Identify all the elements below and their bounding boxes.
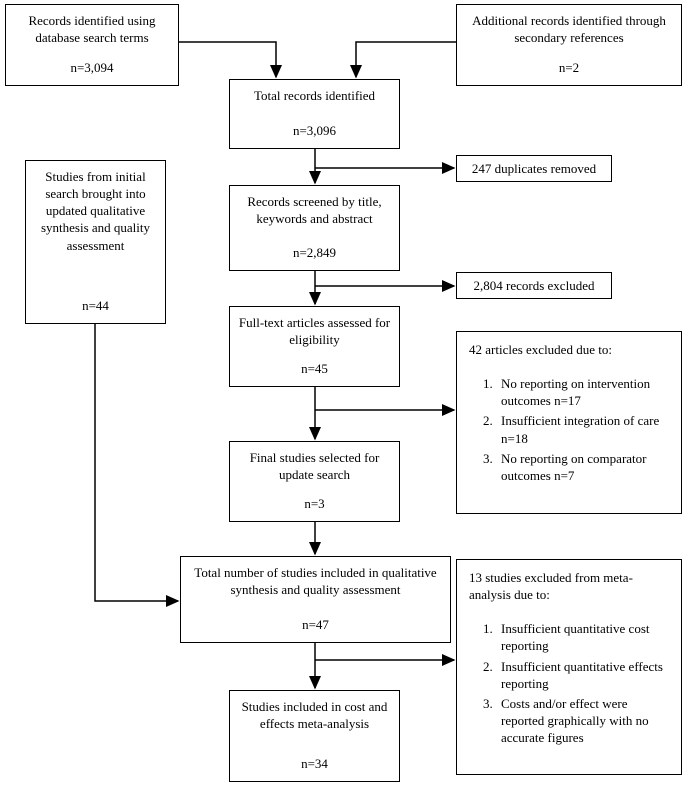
exclusion-reason: 1. Insufficient quantitative cost reporting: [496, 620, 671, 654]
box-heading: 13 studies excluded from meta-analysis due to:: [469, 570, 633, 603]
box-label: 2,804 records excluded: [473, 277, 595, 293]
box-label: Total records identified: [253, 88, 376, 103]
box-label: 247 duplicates removed: [471, 160, 597, 176]
box-label: Studies included in cost and effects meta-analysis: [241, 699, 388, 732]
box-label: Final studies selected for update search: [249, 450, 380, 483]
box-total-included: [180, 556, 451, 643]
box-heading: 42 articles excluded due to:: [469, 342, 612, 357]
box-articles-excluded: [456, 331, 682, 514]
box-count: n=2,849: [292, 244, 337, 260]
box-total-records: [229, 79, 400, 149]
box-count: n=34: [301, 755, 328, 771]
arrow-secondary-to-total: [356, 42, 456, 77]
box-label: Records screened by title, keywords and abstract: [247, 194, 382, 227]
exclusion-reason: 2. Insufficient quantitative effects reporting: [496, 658, 671, 692]
box-count: n=2: [558, 59, 580, 75]
box-count: n=3,096: [292, 122, 337, 138]
exclusion-reasons-list: [469, 375, 671, 487]
box-duplicates-removed: [456, 155, 612, 182]
box-count: n=47: [302, 616, 329, 632]
exclusion-reason: 3. Costs and/or effect were reported graphically with no accurate figures: [496, 695, 671, 746]
box-count: n=45: [301, 360, 328, 376]
box-final-studies: [229, 441, 400, 522]
exclusion-reason: 1. No reporting on intervention outcomes n=17: [496, 375, 671, 409]
exclusion-reason: 2. Insufficient integration of care n=18: [496, 412, 671, 446]
box-additional-records: [456, 4, 682, 86]
box-count: n=44: [82, 297, 109, 313]
box-count: n=3,094: [70, 59, 114, 75]
box-records-excluded: [456, 272, 612, 299]
box-records-identified: [5, 4, 179, 86]
box-label: Full-text articles assessed for eligibility: [238, 315, 391, 348]
box-meta-excluded: [456, 559, 682, 775]
arrow-database-to-total: [179, 42, 276, 77]
exclusion-reasons-list: [469, 620, 671, 749]
box-label: Additional records identified through secondary references: [472, 13, 666, 46]
box-meta-included: [229, 690, 400, 782]
arrow-initial-to-total-included: [95, 324, 178, 601]
box-label: Records identified using database search terms: [28, 13, 156, 46]
box-label: Total number of studies included in qualitative synthesis and quality assessment: [194, 565, 437, 598]
box-records-screened: [229, 185, 400, 271]
box-label: Studies from initial search brought into updated qualitative synthesis and quality assessment: [40, 169, 151, 253]
box-fulltext-assessed: [229, 306, 400, 387]
box-initial-search-studies: [25, 160, 166, 324]
box-count: n=3: [304, 495, 325, 511]
exclusion-reason: 3. No reporting on comparator outcomes n=7: [496, 450, 671, 484]
